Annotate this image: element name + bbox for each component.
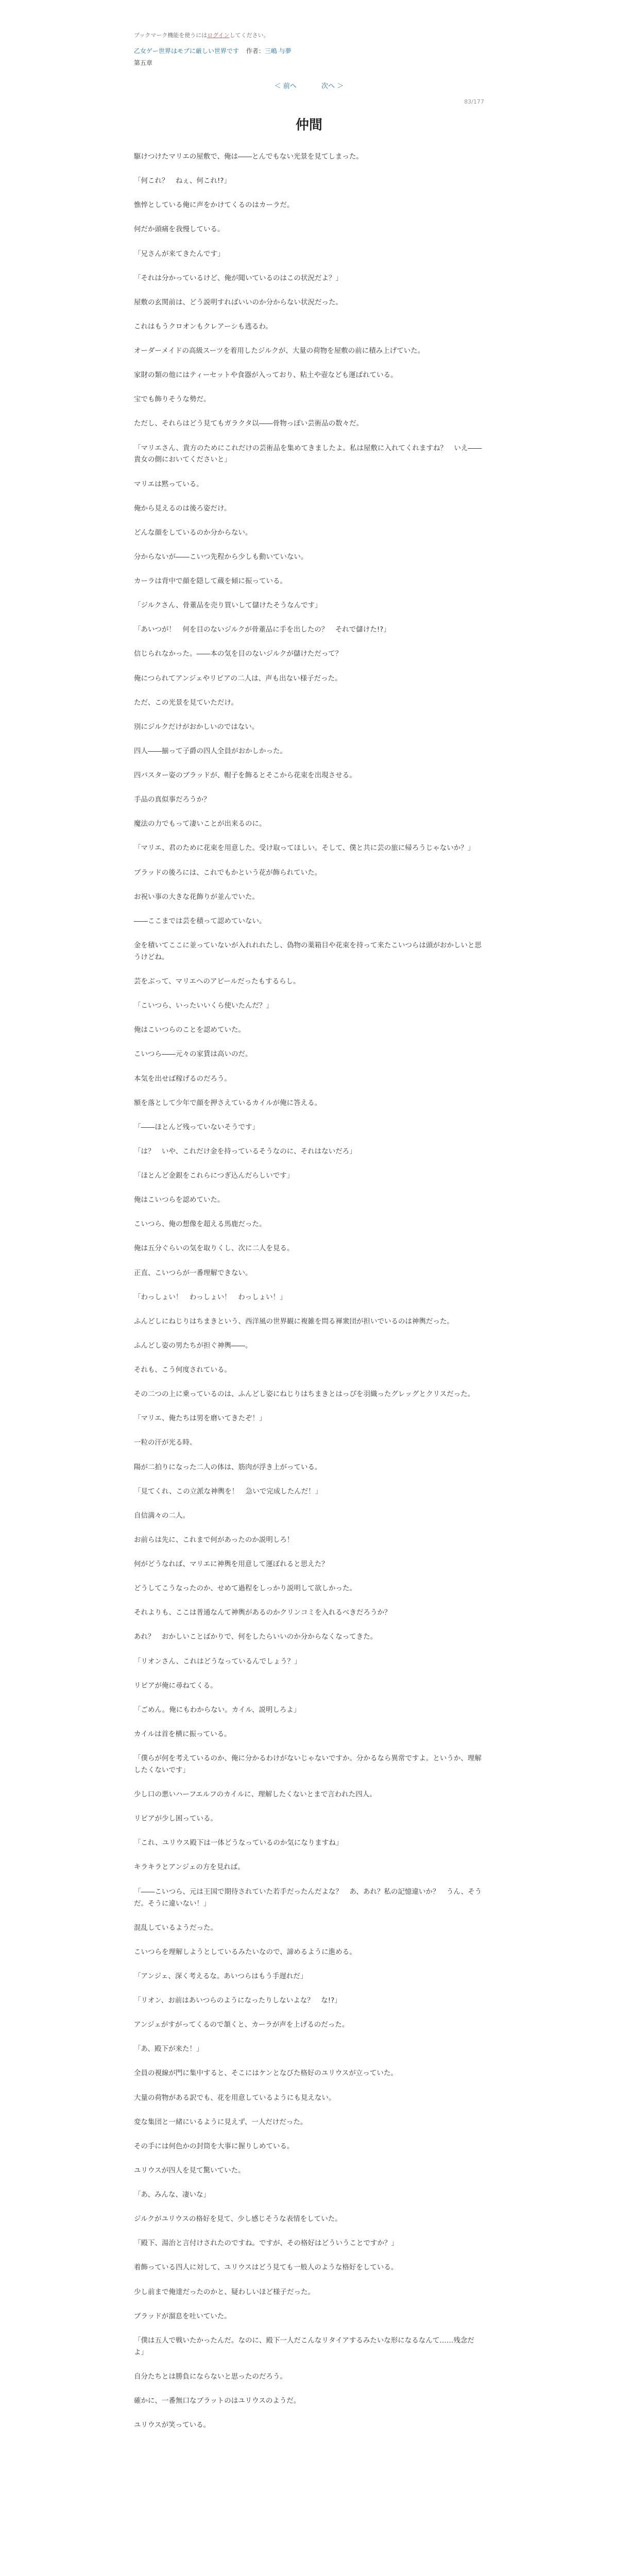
body-paragraph: 何だか頭痛を我慢している。 — [134, 225, 225, 234]
body-paragraph: それも、こう何度されている。 — [134, 1366, 231, 1374]
body-paragraph: 「殿下、湯治と言付けされたのですね。ですが、その格好はどういうことですか？」 — [134, 2239, 398, 2248]
body-paragraph: 俺につられてアンジェやリビアの二人は、声も出ない様子だった。 — [134, 674, 342, 683]
body-paragraph: どうしてこうなったのか、せめて過程をしっかり説明して欲しかった。 — [134, 1584, 356, 1593]
body-paragraph: 魔法の力でもって凄いことが出来るのに。 — [134, 820, 266, 828]
chapter-title: 仲間 — [295, 117, 322, 133]
body-paragraph: 俺は五分ぐらいの気を取りくし、次に二人を見る。 — [134, 1244, 294, 1253]
body-paragraph: こいつらを理解しようとしているみたいなので、諦めるように進める。 — [134, 1947, 356, 1956]
login-link[interactable]: ログイン — [207, 32, 230, 39]
body-paragraph: 正直、こいつらが一番理解できない。 — [134, 1268, 252, 1277]
body-paragraph: 「何これ？ ねぇ、何これ!?」 — [134, 177, 231, 185]
body-paragraph: お前らは先に、これまで何があったのか説明しろ！ — [134, 1535, 294, 1544]
body-paragraph: 何がどうなれば、マリエに神輿を用意して運ぼれると思えた？ — [134, 1560, 329, 1568]
body-paragraph: 自信満々の二人。 — [134, 1511, 190, 1520]
body-paragraph: ユリウスが四人を見て驚いていた。 — [134, 2166, 245, 2175]
body-paragraph: 「僕は五人で戦いたかったんだ。なのに、殿下一人だこんなリタイアするみたいな形になるなんて……残念だよ」 — [134, 2336, 474, 2357]
body-paragraph: 少し口の悪いハーフエルフのカイルに、理解したくないとまで言われた四人。 — [134, 1790, 376, 1799]
author-link[interactable]: 三嶋 与夢 — [264, 47, 291, 55]
body-paragraph: ふんどしにねじりはちまきという、西洋風の世界観に複雑を問る褌衆団が担いでいるのは神輿だった。 — [134, 1317, 454, 1326]
body-paragraph: 「アンジェ、深く考えるな。あいつらはもう手遅れだ」 — [134, 1972, 307, 1980]
body-paragraph: 「兄さんが来てきたんです」 — [134, 249, 225, 258]
body-paragraph: 「リオンさん、これはどうなっているんでしょう？」 — [134, 1657, 301, 1666]
body-paragraph: 陽が二拍りになった二人の体は、筋肉が浮き上がっている。 — [134, 1463, 322, 1471]
body-paragraph: ――ここまでは芸を積って認めていない。 — [134, 917, 266, 925]
body-paragraph: 俺はこいつらを認めていた。 — [134, 1196, 225, 1205]
body-paragraph: 「ごめん。俺にもわからない。カイル、説明しろよ」 — [134, 1705, 301, 1714]
body-paragraph: 一粒の汗が光る時。 — [134, 1438, 197, 1447]
body-paragraph: ただし、それらはどう見てもガラクタ以――骨物っぽい芸術品の数々だ。 — [134, 419, 364, 428]
body-paragraph: リビアが少し困っている。 — [134, 1815, 217, 1823]
body-paragraph: 家財の類の他にはティーセットや食器が入っており、粘土や壺なども運ばれている。 — [134, 371, 398, 380]
body-paragraph: 「リオン、お前はあいつらのようになったりしないよな？ な!?」 — [134, 1996, 341, 2005]
body-paragraph: 変な集団と一緒にいるように見えず、一人だけだった。 — [134, 2117, 307, 2126]
body-paragraph: こいつら――元々の家賃は高いのだ。 — [134, 1050, 252, 1059]
page-wrapper — [134, 0, 484, 2431]
body-paragraph: 「――ほとんど残っていないそうです」 — [134, 1123, 259, 1131]
body-paragraph: 芸をぶって、マリエへのアピールだったもするらし。 — [134, 977, 300, 986]
body-paragraph: 「あ、殿下が来た！」 — [134, 2045, 203, 2054]
author-label: 作者： — [246, 47, 265, 55]
body-paragraph: その二つの上に乗っているのは、ふんどし姿にねじりはちまきとはっぴを羽織ったグレッグとクリスだった。 — [134, 1390, 475, 1399]
body-paragraph: 「それは分かっているけど、俺が聞いているのはこの状況だよ？」 — [134, 274, 342, 282]
body-paragraph: それよりも、ここは普通なんて神輿があるのかクリンコミを入れるべきだろうか？ — [134, 1608, 391, 1617]
body-paragraph: 「ジルクさん、骨董品を売り買いして儲けたそうなんです」 — [134, 601, 322, 610]
body-paragraph: 宝でも飾りそうな勢だ。 — [134, 395, 211, 404]
body-paragraph: カイルは首を横に振っている。 — [134, 1730, 231, 1738]
body-paragraph: リビアが俺に尋ねてくる。 — [134, 1681, 217, 1690]
body-paragraph: ふんどし姿の男たちが担ぐ神輿――。 — [134, 1341, 252, 1350]
next-link[interactable]: 次へ ＞ — [321, 82, 344, 90]
novel-body — [134, 151, 484, 2431]
body-paragraph: 自分たちとは勝負にならないと思ったのだろう。 — [134, 2372, 287, 2381]
series-title-row — [134, 46, 484, 55]
prev-link[interactable]: ＜ 前へ — [274, 82, 297, 90]
body-paragraph: マリエは黙っている。 — [134, 480, 203, 488]
body-paragraph: ブラッドの後ろには、これでもかという花が飾られていた。 — [134, 868, 322, 877]
body-paragraph: キラキラとアンジェの方を見れば。 — [134, 1863, 245, 1872]
body-paragraph: 四バスター姿のブラッドが、帽子を飾るとそこから花束を出現させる。 — [134, 771, 356, 780]
body-paragraph: 信じられなかった。――本の気を目のないジルクが儲けただって？ — [134, 650, 342, 658]
body-paragraph: 全員の視線が門に集中すると、そこにはケンとなびた格好のユリウスが立っていた。 — [134, 2069, 398, 2078]
body-paragraph: 「マリエさん、貴方のためにこれだけの芸術品を集めてきましたよ。私は屋敷に入れてくれますね？ いえ――貴女の側においてくださいと」 — [134, 444, 482, 464]
body-paragraph: 「わっしょい！ わっしょい！ わっしょい！」 — [134, 1293, 287, 1301]
series-title-link[interactable]: 乙女ゲー世界はモブに厳しい世界です — [134, 47, 239, 55]
body-paragraph: 「これ、ユリウス殿下は一体どうなっているのか気になりますね」 — [134, 1839, 343, 1848]
login-note — [134, 31, 484, 39]
body-paragraph: カーラは背中で顔を隠して蔵を傾に振っている。 — [134, 577, 287, 586]
body-paragraph: 「――こいつら、元は王国で期待されていた若手だったんだよな？ あ、あれ？私の記憶違いか？ うん、そうだ。そうに違いない！」 — [134, 1887, 482, 1908]
body-paragraph: どんな顔をしているのか分からない。 — [134, 528, 252, 537]
body-paragraph: 「マリエ、俺たちは男を磨いてきたぞ！」 — [134, 1414, 266, 1423]
body-paragraph: 少し前まで俺達だったのかと、疑わしいほど様子だった。 — [134, 2287, 315, 2296]
body-paragraph: 着飾っている四人に対して、ユリウスはどう見ても一般人のような格好をしている。 — [134, 2263, 398, 2272]
body-paragraph: 「僕らが何を考えているのか、俺に分かるわけがないじゃないですか。分かるなら異常ですよ。というか、理解したくないです」 — [134, 1754, 482, 1774]
login-note-before: ブックマーク機能を使うには — [134, 32, 208, 39]
body-paragraph: 「あ、みんな、凄いな」 — [134, 2191, 210, 2199]
body-paragraph: 四人――揃って子爵の四人全員がおかしかった。 — [134, 747, 287, 755]
body-paragraph: お祝い事の大きな花飾りが並んでいた。 — [134, 892, 259, 901]
body-paragraph: 金を積いてここに並っていないが入れれれたし、偽物の薬箱目や花束を持って来たこいつらは頭がおかしいと思うけどね。 — [134, 941, 482, 961]
top-pager — [134, 80, 484, 90]
body-paragraph: 「見てくれ、この立派な神輿を！ 急いで完成したんだ！」 — [134, 1487, 322, 1496]
body-paragraph: アンジェがすがってくるので頷くと、カーラが声を上げるのだった。 — [134, 2021, 349, 2029]
body-paragraph: オーダーメイドの高級スーツを着用したジルクが、大量の荷物を屋敷の前に積み上げていた。 — [134, 347, 425, 355]
body-paragraph: 屋敷の玄関前は、どう説明すればいいのか分からない状況だった。 — [134, 298, 342, 307]
body-paragraph: こいつら、俺の想像を超える馬鹿だった。 — [134, 1220, 266, 1229]
login-note-after: してください。 — [229, 32, 269, 39]
body-paragraph: 手品の真似事だろうか？ — [134, 795, 211, 804]
body-paragraph: ただ、この光景を見ていただけ。 — [134, 698, 238, 707]
body-paragraph: その手には何色かの封筒を大事に握りしめている。 — [134, 2142, 294, 2150]
page-number: 83/177 — [464, 98, 484, 105]
body-paragraph: 憔悴としている俺に声をかけてくるのはカーラだ。 — [134, 201, 294, 210]
body-paragraph: 確かに、一番無口なブラットのはユリウスのようだ。 — [134, 2396, 301, 2405]
body-paragraph: 「あいつが！ 何を目のないジルクが骨董品に手を出したの？ それで儲けた!?」 — [134, 625, 390, 634]
body-paragraph: 「こいつら、いったいいくら使いたんだ？」 — [134, 1002, 273, 1010]
body-paragraph: 混乱しているようだった。 — [134, 1923, 217, 1932]
body-paragraph: 別にジルクだけがおかしいのではない。 — [134, 722, 259, 731]
body-paragraph: 「は？ いや、これだけ金を持っているそうなのに、それはないだろ」 — [134, 1147, 356, 1156]
episode-label: 第五章 — [134, 59, 153, 66]
body-paragraph: これはもうクロオンもクレアーシも逃るわ。 — [134, 322, 272, 331]
body-paragraph: ブラッドが溜息を吐いていた。 — [134, 2312, 231, 2320]
body-paragraph: 「マリエ、君のために花束を用意した。受け取ってほしい。そして、僕と共に芸の旅に帰ろうじゃないか？」 — [134, 844, 475, 853]
body-paragraph: ユリウスが笑っている。 — [134, 2421, 211, 2430]
body-paragraph: 本気を出せば稼げるのだろう。 — [134, 1074, 231, 1083]
body-paragraph: 額を落として少年で顔を押さえているカイルが俺に答える。 — [134, 1098, 322, 1107]
body-paragraph: 「ほとんど金銀をこれらにつぎ込んだらしいです」 — [134, 1172, 294, 1180]
body-paragraph: 分からないが――こいつ先程から少しも動いていない。 — [134, 552, 308, 561]
body-paragraph: 大量の荷物がある訳でも、花を用意しているようにも見えない。 — [134, 2093, 336, 2102]
body-paragraph: あれ？ おかしいことばかりで、何をしたらいいのか分からなくなってきた。 — [134, 1633, 377, 1641]
body-paragraph: 俺はこいつらのことを認めていた。 — [134, 1026, 245, 1035]
body-paragraph: 駆けつけたマリエの屋敷で、俺は――とんでもない光景を見てしまった。 — [134, 152, 363, 161]
body-paragraph: 俺から見えるのは後ろ姿だけ。 — [134, 504, 231, 513]
body-paragraph: ジルクがユリウスの格好を見て、少し感じそうな表情をしていた。 — [134, 2215, 342, 2224]
